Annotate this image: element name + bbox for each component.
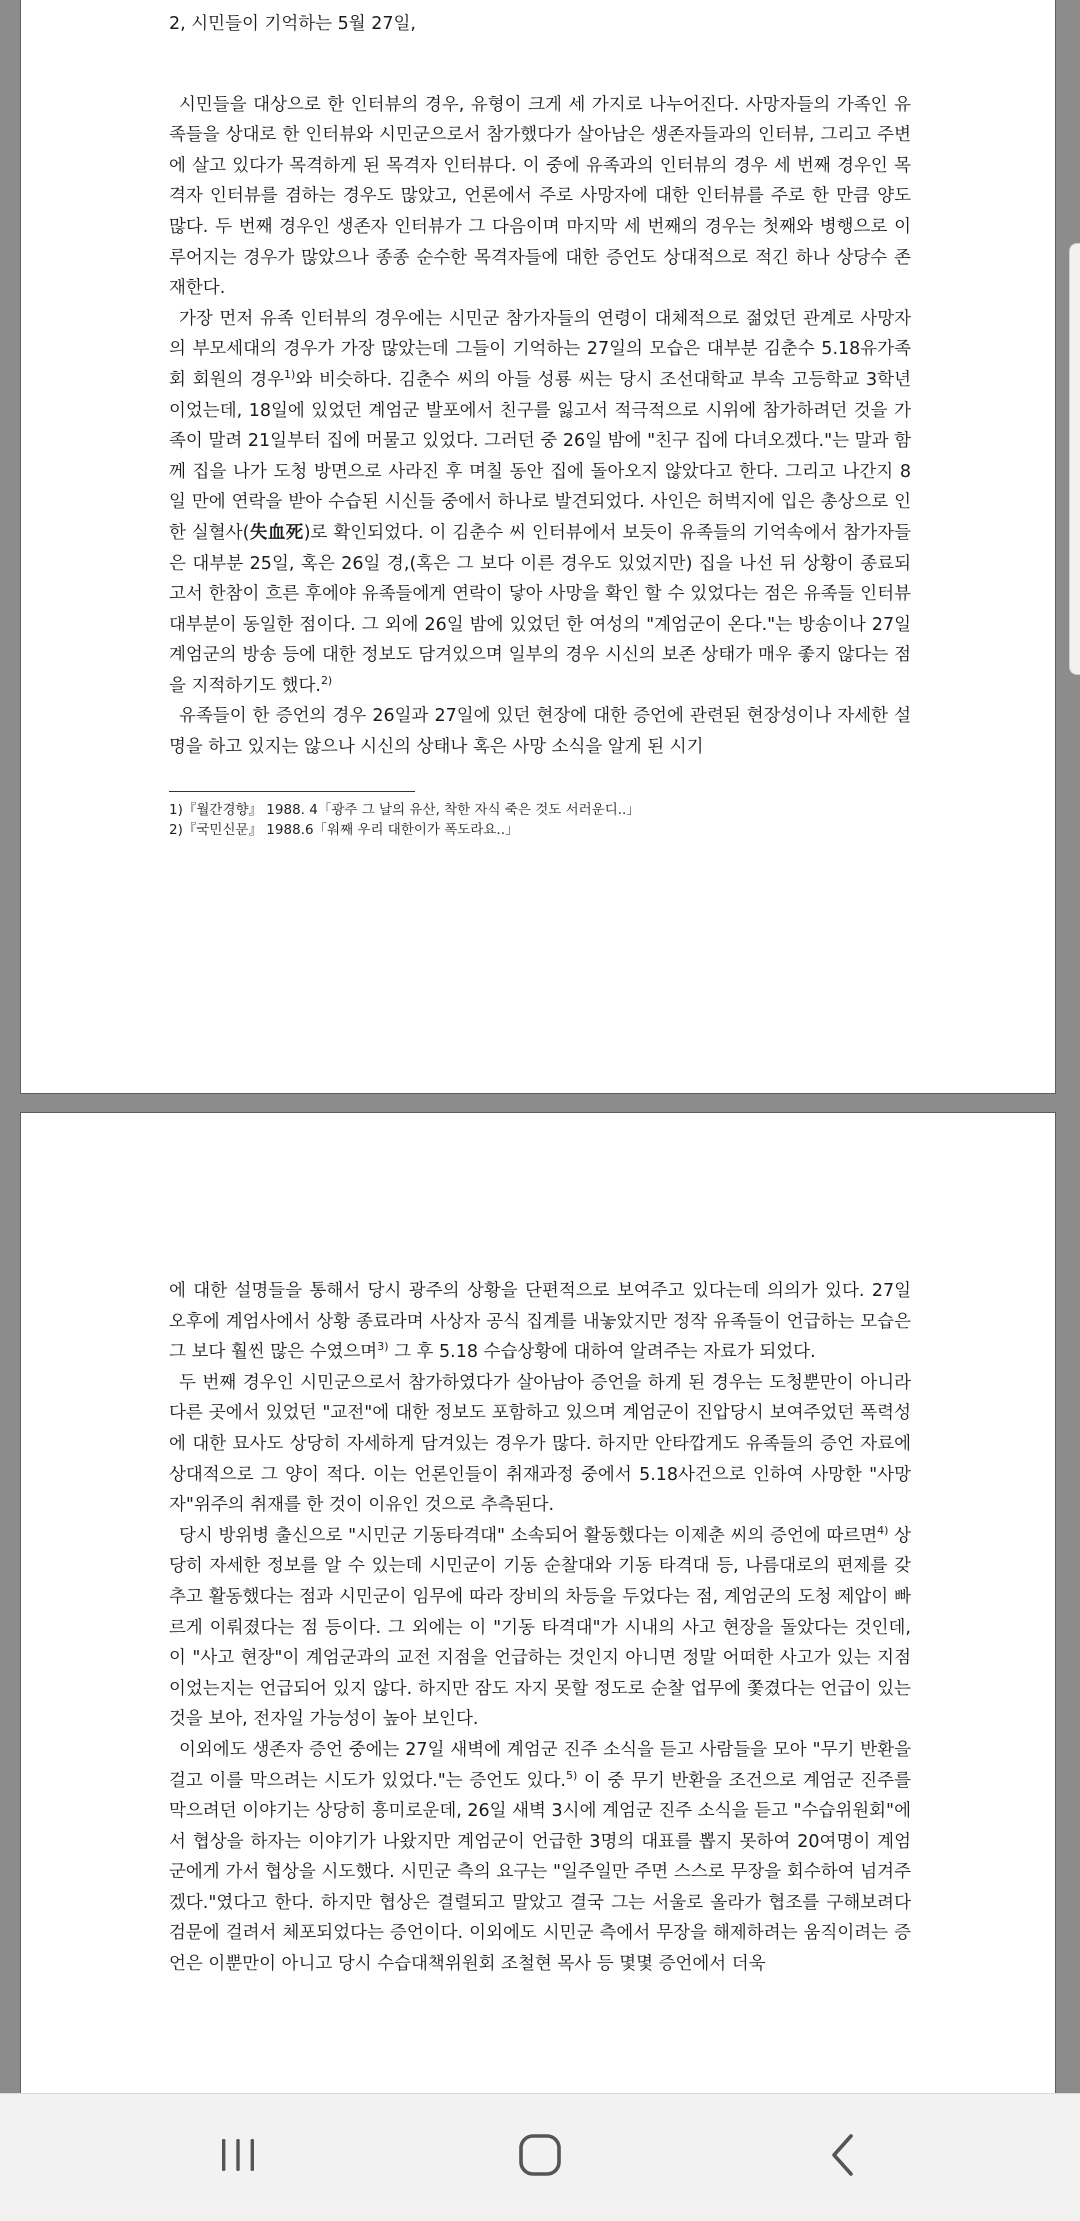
footnote-1: 1)『월간경향』 1988. 4「광주 그 날의 유산, 착한 자식 죽은 것도 서러운디..」 <box>169 801 640 818</box>
document-page-1 <box>20 0 1056 1094</box>
footnote-ref[interactable]: 3) <box>377 1340 389 1354</box>
paragraph-text: 와 비슷하다. 김춘수 씨의 아들 성룡 씨는 당시 조선대학교 부속 고등학교 3학년이었는데, 18일에 있었던 계엄군 발포에서 친구를 잃고서 적극적으로 시위에 참가하려던 것을 가족이 말려 21일부터 집에 머물고 있었다. 그러던 중 26일 밤에 "친구 집에 다녀오겠다."는 말과 함께 집을 나가 도청 방면으로 사라진 후 며칠 동안 집에 돌아오지 않았다고 한다. 그리고 나간지 8일 만에 연락을 받아 수습된 시신들 중에서 하나로 발견되었다. 사인은 허벅지에 입은 총상으로 인한 실혈사( <box>169 369 911 543</box>
fast-scroll-handle[interactable] <box>1069 243 1080 675</box>
document-page-2 <box>20 1112 1056 2093</box>
page-2-content <box>169 1276 911 1980</box>
footnote-2: 2)『국민신문』 1988.6「워째 우리 대한이가 폭도라요..」 <box>169 821 519 838</box>
footnote-ref[interactable]: 2) <box>320 674 333 688</box>
paragraph <box>169 304 911 702</box>
system-navigation-bar <box>0 2093 1080 2221</box>
paragraph-text: 에 대한 설명들을 통해서 당시 광주의 상황을 단편적으로 보여주고 있다는데 의의가 있다. 27일 오후에 계엄사에서 상황 종료라며 사상자 공식 집계를 내놓았지만 정작 유족들이 언급하는 모습은 그 보다 훨씬 많은 수였으며 <box>169 1281 911 1363</box>
section-heading: 2, 시민들이 기억하는 5월 27일, <box>169 14 416 34</box>
paragraph-text: 당시 방위병 출신으로 "시민군 기동타격대" 소속되어 활동했다는 이제춘 씨의 증언에 따르면 <box>179 1525 878 1546</box>
home-icon <box>517 2132 563 2178</box>
paragraph <box>169 1521 911 1735</box>
paragraph-text: 이외에도 생존자 증언 중에는 27일 새벽에 계엄군 진주 소식을 듣고 사람들을 모아 "무기 반환을 걸고 이를 막으려는 시도가 있었다."는 증언도 있다. <box>169 1739 911 1791</box>
back-button[interactable] <box>798 2120 888 2190</box>
recent-apps-icon <box>218 2135 258 2175</box>
paragraph: 두 번째 경우인 시민군으로서 참가하였다가 살아남아 증언을 하게 된 경우는 도청뿐만이 아니라 다른 곳에서 있었던 "교전"에 대한 정보도 포함하고 있으며 계엄군이 진압당시 보여주었던 폭력성에 대한 묘사도 상당히 자세하게 담겨있는 경우가 많다. 하지만 안타깝게도 유족들의 증언 자료에 상대적으로 그 양이 적다. 이는 언론인들이 취재과정 중에서 5.18사건으로 인하여 사망한 "사망자"위주의 취재를 한 것이 이유인 것으로 추측된다. <box>169 1372 911 1516</box>
footnotes <box>169 800 911 840</box>
paragraph-text: 가장 먼저 유족 인터뷰의 경우에는 시민군 참가자들의 연령이 대체적으로 젊었던 관계로 사망자의 부모세대의 경우가 가장 많았는데 그들이 기억하는 27일의 모습은 대부분 김춘수 5.18유가족회 회원의 경우 <box>169 308 911 390</box>
hanja-term: 失血死 <box>249 522 304 543</box>
paragraph-text: )로 확인되었다. 이 김춘수 씨 인터뷰에서 보듯이 유족들의 기억속에서 참가자들은 대부분 25일, 혹은 26일 경,(혹은 그 보다 이른 경우도 있었지만) 집을 나선 뒤 상황이 종료되고서 한참이 흐른 후에야 유족들에게 연락이 닿아 사망을 확인 할 수 있었다는 점은 유족들 인터뷰 대부분이 동일한 점이다. 그 외에 26일 밤에 있었던 한 여성의 "계엄군이 온다."는 방송이나 27일 계엄군의 방송 등에 대한 정보도 담겨있으며 일부의 경우 시신의 보존 상태가 매우 좋지 않다는 점을 지적하기도 했다. <box>169 522 911 696</box>
footnote-ref[interactable]: 1) <box>284 368 296 382</box>
home-button[interactable] <box>495 2120 585 2190</box>
page-1-content <box>169 9 911 840</box>
footnote-divider <box>169 791 415 792</box>
back-chevron-icon <box>823 2132 863 2178</box>
paragraph-text: 그 후 5.18 수습상황에 대하여 알려주는 자료가 되었다. <box>388 1342 816 1363</box>
paragraph-text: 상당히 자세한 정보를 알 수 있는데 시민군이 기동 순찰대와 기동 타격대 등, 나름대로의 편제를 갖추고 활동했다는 점과 시민군이 임무에 따라 장비의 차등을 두었다는 점, 계엄군의 도청 제압이 빠르게 이뤄졌다는 점 등이다. 그 외에는 이 "기동 타격대"가 시내의 사고 현장을 돌았다는 것인데, 이 "사고 현장"이 계엄군과의 교전 지점을 언급하는 것인지 아니면 정말 어떠한 사고가 있는 지점이었는지는 언급되어 있지 않다. 하지만 잠도 자지 못할 정도로 순찰 업무에 쫓겼다는 언급이 있는 것을 보아, 전자일 가능성이 높아 보인다. <box>169 1525 911 1730</box>
recent-apps-button[interactable] <box>193 2120 283 2190</box>
paragraph <box>169 1735 911 1980</box>
paragraph: 유족들이 한 증언의 경우 26일과 27일에 있던 현장에 대한 증언에 관련된 현장성이나 자세한 설명을 하고 있지는 않으나 시신의 상태나 혹은 사망 소식을 알게 된 시기 <box>169 706 911 758</box>
paragraph-text: 이 중 무기 반환을 조건으로 계엄군 진주를 막으려던 이야기는 상당히 흥미로운데, 26일 새벽 3시에 계엄군 진주 소식을 듣고 "수습위원회"에서 협상을 하자는 이야기가 나왔지만 계엄군이 언급한 3명의 대표를 뽑지 못하여 20여명이 계엄군에게 가서 협상을 시도했다. 시민군 측의 요구는 "일주일만 주면 스스로 무장을 회수하여 넘겨주겠다."였다고 한다. 하지만 협상은 결렬되고 말았고 결국 그는 서울로 올라가 협조를 구해보려다 검문에 걸려서 체포되었다는 증언이다. 이외에도 시민군 측에서 무장을 해제하려는 움직이려는 증언은 이뿐만이 아니고 당시 수습대책위원회 조철현 목사 등 몇몇 증언에서 더욱 <box>169 1770 911 1975</box>
paragraph: 시민들을 대상으로 한 인터뷰의 경우, 유형이 크게 세 가지로 나누어진다. 사망자들의 가족인 유족들을 상대로 한 인터뷰와 시민군으로서 참가했다가 살아남은 생존자들과의 인터뷰, 그리고 주변에 살고 있다가 목격하게 된 목격자 인터뷰다. 이 중에 유족과의 인터뷰의 경우 세 번째 경우인 목격자 인터뷰를 겸하는 경우도 많았고, 언론에서 주로 사망자에 대한 인터뷰를 주로 한 만큼 양도 많다. 두 번째 경우인 생존자 인터뷰가 그 다음이며 마지막 세 번째의 경우는 첫째와 병행으로 이루어지는 경우가 많았으나 종종 순수한 목격자들에 대한 증언도 상대적으로 적긴 하나 상당수 존재한다. <box>169 94 911 299</box>
paragraph <box>169 1276 911 1368</box>
footnote-ref[interactable]: 4) <box>877 1523 889 1537</box>
footnote-ref[interactable]: 5) <box>565 1768 578 1782</box>
